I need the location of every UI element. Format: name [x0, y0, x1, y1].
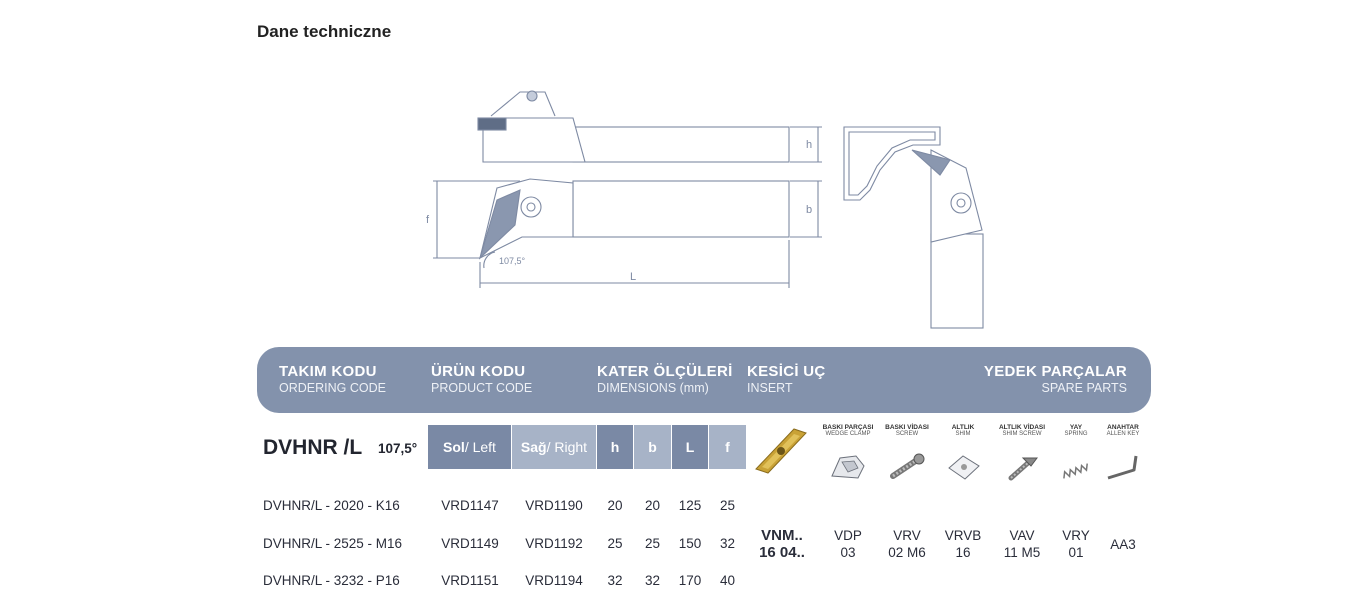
table-header — [257, 347, 1151, 413]
subheader-b: b — [634, 425, 671, 469]
model-name: DVHNR /L — [263, 436, 363, 459]
spring-icon — [1057, 452, 1093, 482]
header-product-code: ÜRÜN KODU PRODUCT CODE — [431, 363, 533, 395]
row2-h: 25 — [607, 536, 623, 551]
spare-label-screw: BASKI VİDASI SCREW — [885, 424, 929, 437]
allen-key-icon — [1104, 452, 1144, 482]
shim-screw-icon — [1003, 452, 1043, 482]
row3-h: 32 — [607, 573, 623, 588]
row3-left-code: VRD1151 — [441, 573, 499, 588]
row1-left-code: VRD1147 — [441, 498, 499, 513]
angle-label: 107,5° — [499, 256, 526, 266]
row3-ordering-code: DVHNR/L - 3232 - P16 — [263, 573, 400, 588]
spare-code-wedge-clamp: VDP 03 — [834, 528, 862, 560]
row1-L: 125 — [678, 498, 702, 513]
header-spare-parts: YEDEK PARÇALAR SPARE PARTS — [983, 363, 1127, 395]
row3-L: 170 — [678, 573, 702, 588]
dim-f-label: f — [426, 214, 430, 226]
spare-label-shim-screw: ALTLIK VİDASI SHIM SCREW — [998, 424, 1046, 437]
dim-L-label: L — [630, 271, 637, 283]
spare-code-spring: VRY 01 — [1062, 528, 1090, 560]
spare-label-spring: YAY SPRING — [1064, 424, 1088, 437]
page-title: Dane techniczne — [257, 22, 392, 41]
screw-icon — [887, 452, 927, 482]
subheader-right: Sağ / Right — [512, 425, 596, 469]
insert-icon — [752, 423, 808, 479]
subheader-L: L — [672, 425, 708, 469]
row3-f: 40 — [719, 573, 736, 588]
wedge-clamp-icon — [828, 452, 868, 482]
subheader-h: h — [597, 425, 633, 469]
spare-code-screw: VRV 02 M6 — [888, 528, 926, 560]
spare-label-allen-key: ANAHTAR ALLEN KEY — [1106, 424, 1140, 437]
spare-code-shim-screw: VAV 11 M5 — [1003, 528, 1041, 560]
row2-ordering-code: DVHNR/L - 2525 - M16 — [263, 536, 403, 551]
dim-h-label: h — [806, 139, 813, 151]
header-dimensions: KATER ÖLÇÜLERİ DIMENSIONS (mm) — [597, 363, 733, 395]
header-insert: KESİCİ UÇ INSERT — [747, 363, 826, 395]
row2-right-code: VRD1192 — [525, 536, 583, 551]
spare-code-shim: VRVB 16 — [944, 528, 982, 560]
spare-label-shim: ALTLIK SHIM — [951, 424, 975, 437]
shim-icon — [943, 452, 983, 482]
row1-right-code: VRD1190 — [525, 498, 583, 513]
row1-b: 20 — [644, 498, 661, 513]
subheader-f: f — [709, 425, 746, 469]
subheader-left: Sol / Left — [428, 425, 511, 469]
row1-f: 25 — [719, 498, 736, 513]
row2-left-code: VRD1149 — [441, 536, 499, 551]
dim-b-label: b — [806, 204, 813, 216]
row2-b: 25 — [644, 536, 661, 551]
row2-f: 32 — [719, 536, 736, 551]
spare-code-allen-key: AA3 — [1110, 537, 1136, 552]
insert-code: VNM.. 16 04.. — [759, 527, 805, 561]
header-ordering-code: TAKIM KODU ORDERING CODE — [279, 363, 386, 395]
row2-L: 150 — [678, 536, 702, 551]
row1-ordering-code: DVHNR/L - 2020 - K16 — [263, 498, 400, 513]
row3-right-code: VRD1194 — [525, 573, 583, 588]
row3-b: 32 — [644, 573, 661, 588]
spare-label-wedge-clamp: BASKI PARÇASI WEDGE CLAMP — [822, 424, 874, 437]
model-angle: 107,5° — [378, 441, 418, 456]
row1-h: 20 — [607, 498, 623, 513]
